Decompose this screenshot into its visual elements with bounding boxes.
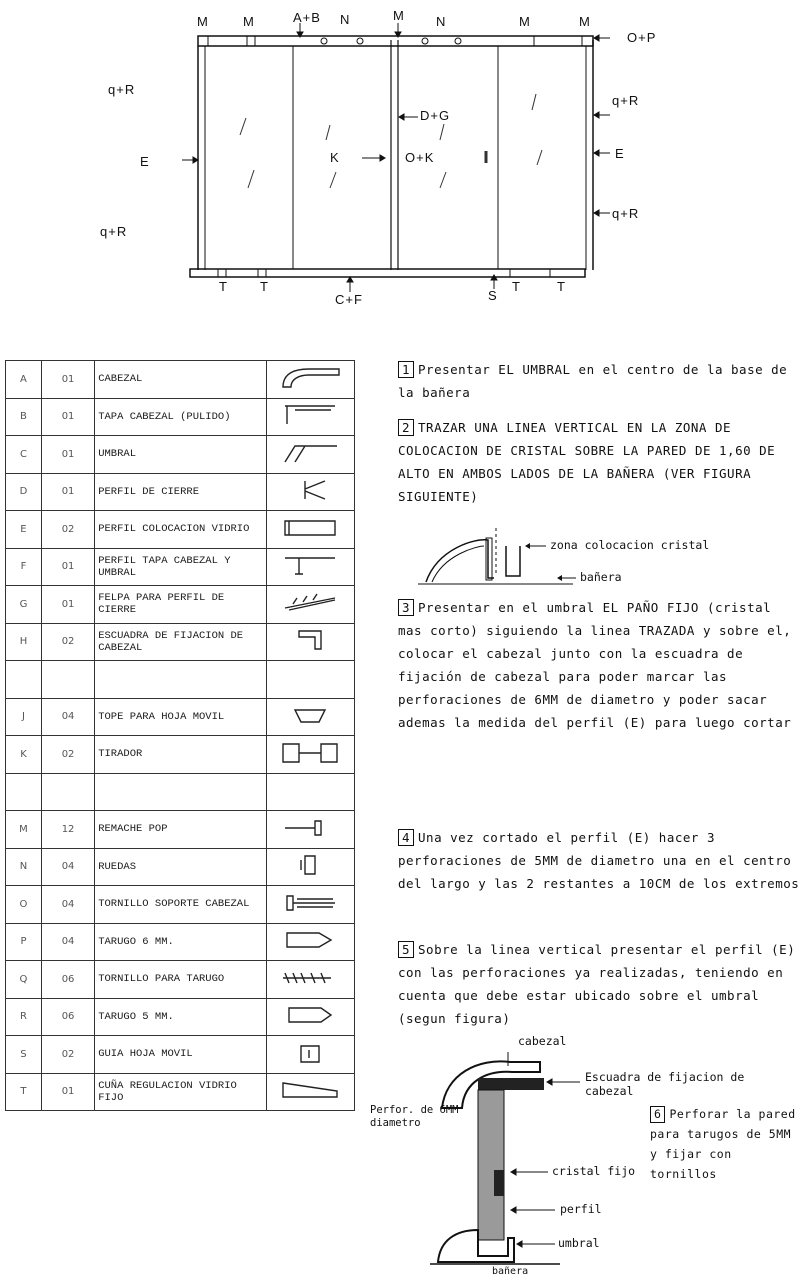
part-qty: 04 xyxy=(41,848,94,886)
part-qty: 01 xyxy=(41,361,94,399)
label-right-e: E xyxy=(615,146,625,161)
part-description: RUEDAS xyxy=(95,848,267,886)
cabezal-profile-icon-glyph xyxy=(275,365,345,391)
part-qty: 04 xyxy=(41,923,94,961)
part-description: TARUGO 6 MM. xyxy=(95,923,267,961)
part-qty: 01 xyxy=(41,473,94,511)
label-k: K xyxy=(330,150,340,165)
part-id: B xyxy=(6,398,42,436)
part-description: TARUGO 5 MM. xyxy=(95,998,267,1036)
perfil-tapa-icon xyxy=(266,548,354,586)
label-left-q-r-1: q+R xyxy=(108,82,136,97)
table-row xyxy=(6,998,355,1036)
table-row xyxy=(6,773,355,811)
label-m-1: M xyxy=(197,14,209,29)
banera-bottom-label: bañera xyxy=(492,1266,529,1277)
label-right-q-r-1: q+R xyxy=(612,93,640,108)
label-t-4: T xyxy=(557,279,566,294)
part-qty: 01 xyxy=(41,1073,94,1111)
label-s: S xyxy=(488,288,498,303)
part-qty: 01 xyxy=(41,586,94,624)
cuna-icon-glyph xyxy=(275,1077,345,1103)
part-description xyxy=(95,661,267,699)
tapa-cabezal-icon-glyph xyxy=(275,402,345,428)
tarugo-icon xyxy=(266,923,354,961)
label-t-2: T xyxy=(260,279,269,294)
tornillo-soporte-icon xyxy=(266,886,354,924)
part-id: N xyxy=(6,848,42,886)
part-description: REMACHE POP xyxy=(95,811,267,849)
cristal-label: cristal fijo xyxy=(552,1164,636,1178)
part-id: J xyxy=(6,698,42,736)
table-row xyxy=(6,586,355,624)
frame-drawing xyxy=(0,0,806,320)
tarugo-icon-glyph xyxy=(275,927,345,953)
cabezal-profile-icon xyxy=(266,361,354,399)
zona-figure xyxy=(398,528,803,596)
part-qty: 01 xyxy=(41,398,94,436)
part-description xyxy=(95,773,267,811)
step-number: 4 xyxy=(398,829,414,846)
step-1 xyxy=(398,358,803,416)
label-o-k: O+K xyxy=(405,150,435,165)
part-qty xyxy=(41,661,94,699)
step-text: Perforar la pared para tarugos de 5MM y fijar con tornillos xyxy=(650,1107,796,1181)
umbral-label: umbral xyxy=(558,1236,600,1250)
part-id: G xyxy=(6,586,42,624)
remache-icon-glyph xyxy=(275,815,345,841)
label-c-f: C+F xyxy=(335,292,363,307)
tirador-icon xyxy=(266,736,354,774)
part-qty: 01 xyxy=(41,548,94,586)
umbral-profile-icon xyxy=(266,436,354,474)
table-row xyxy=(6,436,355,474)
part-description: UMBRAL xyxy=(95,436,267,474)
label-m-2: M xyxy=(243,14,255,29)
step-5 xyxy=(398,938,803,1038)
part-description: TIRADOR xyxy=(95,736,267,774)
part-description: GUIA HOJA MOVIL xyxy=(95,1036,267,1074)
step-text: TRAZAR UNA LINEA VERTICAL EN LA ZONA DE COLOCACION DE CRISTAL SOBRE LA PARED DE 1,60 DE ALTO EN AMBOS LADOS DE LA BAÑERA (VER FIGURA SIGUIENTE) xyxy=(398,420,776,504)
zona-label: zona colocacion cristal xyxy=(550,538,710,552)
empty-icon-cell xyxy=(266,661,354,699)
part-description: TORNILLO PARA TARUGO xyxy=(95,961,267,999)
step-number: 5 xyxy=(398,941,414,958)
table-row xyxy=(6,623,355,661)
tirador-icon-glyph xyxy=(275,740,345,766)
part-id xyxy=(6,661,42,699)
part-qty: 02 xyxy=(41,736,94,774)
part-qty: 04 xyxy=(41,886,94,924)
perfil-cierre-icon-glyph xyxy=(275,477,345,503)
perfor-label: Perfor. de 6MM diametro xyxy=(370,1104,459,1129)
label-m-3: M xyxy=(393,8,405,23)
table-row xyxy=(6,923,355,961)
table-row xyxy=(6,698,355,736)
part-qty: 06 xyxy=(41,998,94,1036)
part-description: CUÑA REGULACION VIDRIO FIJO xyxy=(95,1073,267,1111)
label-o-p: O+P xyxy=(627,30,657,45)
tornillo-icon-glyph xyxy=(275,965,345,991)
umbral-profile-icon-glyph xyxy=(275,440,345,466)
part-description: TAPA CABEZAL (PULIDO) xyxy=(95,398,267,436)
table-row xyxy=(6,1073,355,1111)
part-id: P xyxy=(6,923,42,961)
empty-icon-cell xyxy=(266,773,354,811)
label-t-1: T xyxy=(219,279,228,294)
step-number: 2 xyxy=(398,419,414,436)
label-m-4: M xyxy=(519,14,531,29)
guia-icon-glyph xyxy=(275,1040,345,1066)
label-n-2: N xyxy=(436,14,447,29)
step-number: 3 xyxy=(398,599,414,616)
perfil-vidrio-icon-glyph xyxy=(275,515,345,541)
part-id: D xyxy=(6,473,42,511)
escuadra-label: Escuadra de fijacion de cabezal xyxy=(585,1070,745,1098)
felpa-icon-glyph xyxy=(275,590,345,616)
table-row xyxy=(6,811,355,849)
step-4 xyxy=(398,826,803,938)
part-description: CABEZAL xyxy=(95,361,267,399)
part-id: K xyxy=(6,736,42,774)
label-left-q-r-2: q+R xyxy=(100,224,128,239)
part-id: S xyxy=(6,1036,42,1074)
part-id: O xyxy=(6,886,42,924)
part-description: ESCUADRA DE FIJACION DE CABEZAL xyxy=(95,623,267,661)
parts-table xyxy=(5,360,355,1111)
tarugo-small-icon xyxy=(266,998,354,1036)
label-m-5: M xyxy=(579,14,591,29)
part-qty: 02 xyxy=(41,511,94,549)
step-number: 1 xyxy=(398,361,414,378)
table-row xyxy=(6,398,355,436)
tornillo-icon xyxy=(266,961,354,999)
tapa-cabezal-icon xyxy=(266,398,354,436)
part-description: TORNILLO SOPORTE CABEZAL xyxy=(95,886,267,924)
part-qty: 02 xyxy=(41,1036,94,1074)
cabezal-label: cabezal xyxy=(518,1034,567,1048)
table-row xyxy=(6,511,355,549)
table-row xyxy=(6,661,355,699)
tarugo-small-icon-glyph xyxy=(275,1002,345,1028)
part-id: A xyxy=(6,361,42,399)
perfil-cierre-icon xyxy=(266,473,354,511)
escuadra-icon xyxy=(266,623,354,661)
table-row xyxy=(6,848,355,886)
part-id: E xyxy=(6,511,42,549)
part-description: PERFIL COLOCACION VIDRIO xyxy=(95,511,267,549)
part-qty xyxy=(41,773,94,811)
banera-label: bañera xyxy=(580,570,622,584)
label-right-q-r-2: q+R xyxy=(612,206,640,221)
part-qty: 12 xyxy=(41,811,94,849)
part-id: H xyxy=(6,623,42,661)
part-id xyxy=(6,773,42,811)
table-row xyxy=(6,1036,355,1074)
part-description: PERFIL TAPA CABEZAL Y UMBRAL xyxy=(95,548,267,586)
part-id: T xyxy=(6,1073,42,1111)
label-d-g: D+G xyxy=(420,108,451,123)
label-a-b: A+B xyxy=(293,10,321,25)
ruedas-icon-glyph xyxy=(275,852,345,878)
label-t-3: T xyxy=(512,279,521,294)
table-row xyxy=(6,961,355,999)
step-text: Presentar EL UMBRAL en el centro de la base de la bañera xyxy=(398,362,788,400)
step-text: Presentar en el umbral EL PAÑO FIJO (cristal mas corto) siguiendo la linea TRAZADA y sobre el, colocar el cabezal junto con la escuadra de fijación de cabezal para poder marcar las perforaciones de 6MM de diametro y poder sacar ademas la medida del perfil (E) para luego cortar xyxy=(398,600,792,730)
table-row xyxy=(6,548,355,586)
step-2 xyxy=(398,416,803,528)
guia-icon xyxy=(266,1036,354,1074)
part-description: FELPA PARA PERFIL DE CIERRE xyxy=(95,586,267,624)
label-n-1: N xyxy=(340,12,351,27)
step-text: Una vez cortado el perfil (E) hacer 3 perforaciones de 5MM de diametro una en el centro del largo y las 2 restantes a 10CM de los extremos xyxy=(398,830,800,891)
part-id: R xyxy=(6,998,42,1036)
tope-icon xyxy=(266,698,354,736)
step-3 xyxy=(398,596,803,826)
part-id: Q xyxy=(6,961,42,999)
tope-icon-glyph xyxy=(275,702,345,728)
label-left-e: E xyxy=(140,154,150,169)
part-qty: 04 xyxy=(41,698,94,736)
step-number: 6 xyxy=(650,1106,665,1123)
part-id: M xyxy=(6,811,42,849)
table-row xyxy=(6,886,355,924)
part-id: F xyxy=(6,548,42,586)
cuna-icon xyxy=(266,1073,354,1111)
perfil-tapa-icon-glyph xyxy=(275,552,345,578)
instruction-steps xyxy=(398,358,803,1038)
step-text: Sobre la linea vertical presentar el perfil (E) con las perforaciones ya realizadas, teniendo en cuenta que debe estar ubicado sobre el umbral (segun figura) xyxy=(398,942,796,1026)
part-description: PERFIL DE CIERRE xyxy=(95,473,267,511)
table-row xyxy=(6,473,355,511)
remache-icon xyxy=(266,811,354,849)
perfil-label: perfil xyxy=(560,1202,602,1216)
table-row xyxy=(6,361,355,399)
part-qty: 01 xyxy=(41,436,94,474)
perfil-vidrio-icon xyxy=(266,511,354,549)
ruedas-icon xyxy=(266,848,354,886)
tornillo-soporte-icon-glyph xyxy=(275,890,345,916)
felpa-icon xyxy=(266,586,354,624)
part-qty: 06 xyxy=(41,961,94,999)
table-row xyxy=(6,736,355,774)
part-qty: 02 xyxy=(41,623,94,661)
part-id: C xyxy=(6,436,42,474)
part-description: TOPE PARA HOJA MOVIL xyxy=(95,698,267,736)
escuadra-icon-glyph xyxy=(275,627,345,653)
step-6 xyxy=(650,1104,802,1184)
